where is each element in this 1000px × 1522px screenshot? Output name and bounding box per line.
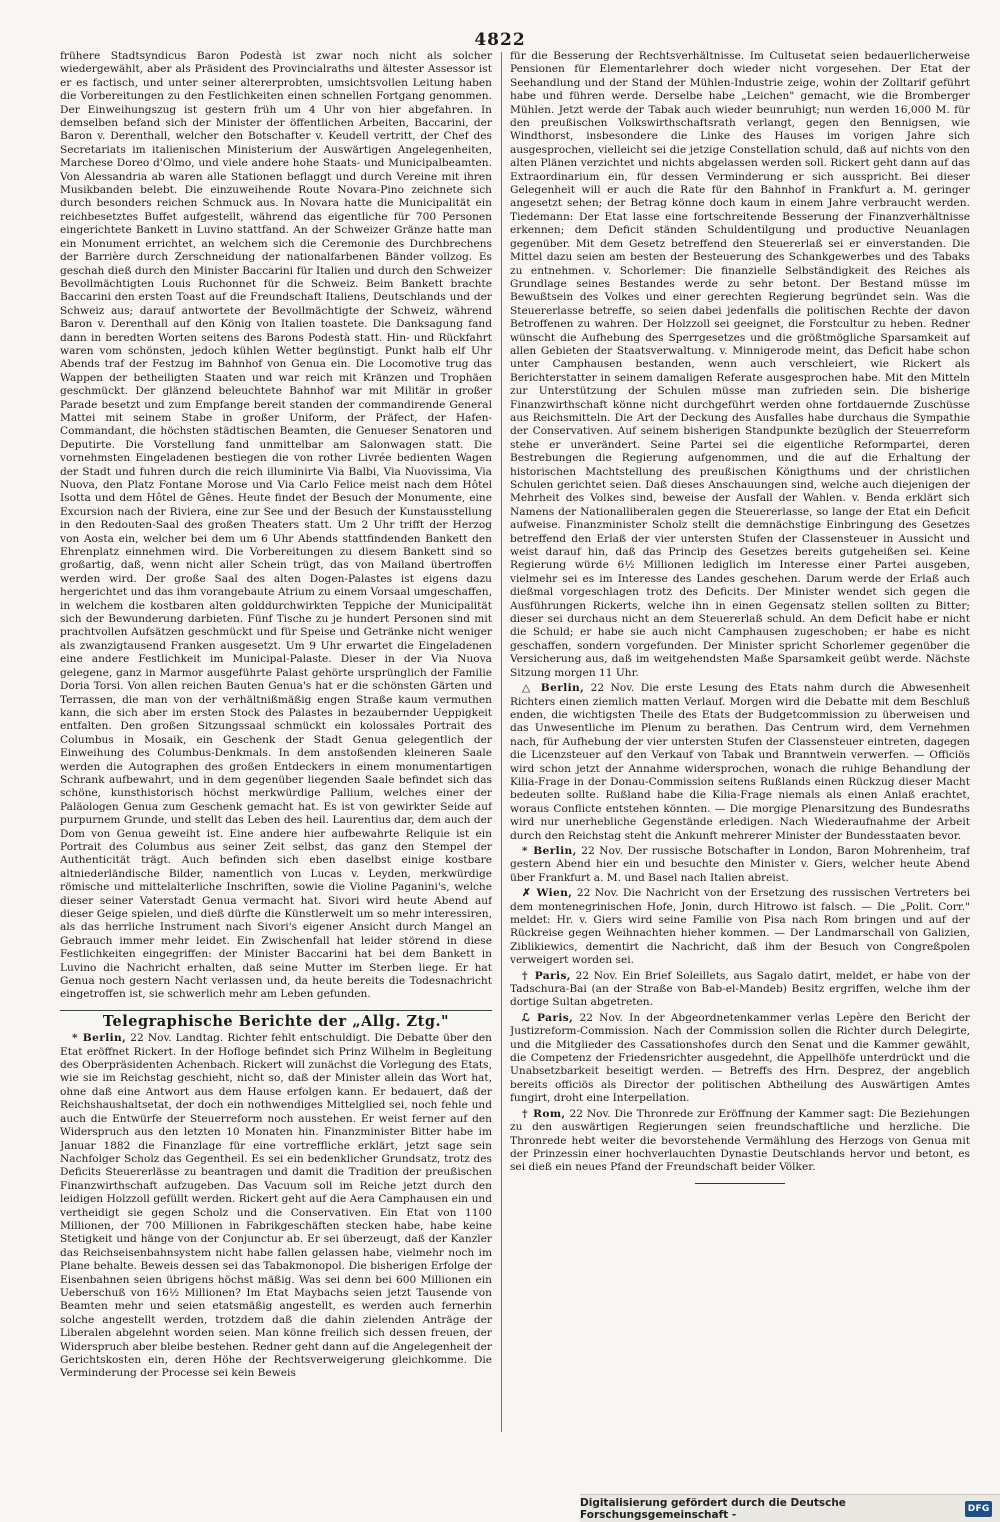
right-column — [510, 50, 970, 1405]
telegram-report — [510, 682, 970, 843]
telegram-dateline: * Berlin, — [522, 844, 577, 857]
article-paragraph: für die Besserung der Rechtsverhältnisse. Im Cultusetat seien bedauerlicherweise Pensionen für Elementarlehrer doch wieder nicht vorgesehen. Der Etat der Seehandlung und der Stand der Mühlen-Industrie zeige, wohin der Zolltarif geführt habe und führen werde. Derselbe habe „Leichen" gemacht, wie die Bromberger Mühlen. Jetzt werde der Tabak auch wieder beunruhigt; nun werden 16,000 M. für den preußischen Volkswirthschaftsrath verlangt, gegen den Bennigsen, wie Windthorst, insbesondere die Linke des Hauses im vorigen Jahre sich ausgesprochen, vielleicht sei die jetzige Constellation schuld, daß auf nichts von den alten Plänen verzichtet und nichts abgelassen werden soll. Rickert geht dann auf das Extraordinarium ein, für dessen Verminderung er sich ausspricht. Bei dieser Gelegenheit will er auch die Rate für den Bahnhof in Frankfurt a. M. geringer angesetzt sehen; der Betrag könne doch kaum in einem Jahre verbraucht werden. Tiedemann: Der Etat lasse eine fortschreitende Besserung der Finanzverhältnisse erkennen; dem Deficit ständen Schuldentilgung und productive Neuanlagen gegenüber. Mit dem Gesetz betreffend den Steuererlaß sei er einverstanden. Die Mittel dazu seien am besten der Besteuerung des Schankgewerbes und des Tabaks zu entnehmen. v. Schorlemer: Die finanzielle Selbständigkeit des Reiches als Grundlage seines Bestandes werde zu sehr betont. Der Bestand müsse im Bewußtsein des Volkes und einer gerechten Regierung begründet sein. Was die Steuererlasse betreffe, so seien dabei jedenfalls die politischen Rechte der davon Betroffenen zu wahren. Der Holzzoll sei geeignet, die Forstcultur zu heben. Redner wünscht die Aufhebung des Sperrgesetzes und die größtmögliche Sparsamkeit auf allen Gebieten der Staatsverwaltung. v. Minnigerode meint, das Deficit habe schon unter Camphausen bestanden, wenn auch verschleiert, wie Rickert als Berichterstatter in seinem damaligen Referate ausgesprochen habe. Mit den Mitteln zur Unterstützung der Schulen müsse man zufrieden sein. Die bisherige Finanzwirthschaft könne nicht durchgeführt werden ohne fortdauernde Zuschüsse aus Reichsmitteln. Die Art der Deckung des Ausfalles habe durchaus die Sympathie der Conservativen. Auf seinem bisherigen Standpunkte bezüglich der Steuerreform stehe er unverändert. Seine Partei sei die eigentliche Reformpartei, deren Bestrebungen die Regierung aufgenommen, und die auf die Erhaltung der historischen Machtstellung des preußischen Königthums und der christlichen Schulen gerichtet seien. Daß dieses Anschauungen sind, welche auch diejenigen der Mehrheit des Volkes sind, beweise der Ausfall der Wahlen. v. Benda erklärt sich Namens der Nationalliberalen gegen die Steuererlasse, so lange der Etat ein Deficit aufweise. Finanzminister Scholz stellt die demnächstige Einbringung des Gesetzes betreffend den Erlaß der vier untersten Stufen der Classensteuer in Aussicht und weist darauf hin, daß das Princip des Gesetzes bereits gutgeheißen sei. Keine Regierung würde 6½ Millionen lediglich im Interesse einer Partei ausgeben, vielmehr sei es im Interesse des Landes geschehen. Darum werde der Erlaß auch dießmal vorgeschlagen trotz des Deficits. Der Minister wendet sich gegen die Ausführungen Rickerts, welche ihn in einen Gegensatz stellen sollten zu Bitter; dieser sei durchaus nicht an dem Steuererlaß schuld. An dem Deficit habe er nicht die Schuld; er habe sie auch nicht Camphausen zugeschoben; er habe es nicht geschaffen, sondern vorgefunden. Der Minister spricht Schorlemer gegenüber die Versicherung aus, daß im weitgehendsten Maße Sparsamkeit geübt werde. Nächste Sitzung morgen 11 Uhr. — [510, 50, 970, 679]
left-column — [60, 50, 492, 1482]
telegram-dateline: * Berlin, — [72, 1032, 127, 1045]
telegram-text: 22 Nov. In der Abgeordnetenkammer verlas Lepère den Bericht der Justizreform-Commission. Nach der Commission sollen die Richter durch Delegirte, und die Mitglieder des Cassationshofes durch den Senat und die Kammer gewählt, die Competenz der Friedensrichter ausgedehnt, die Appellhöfe unterdrückt und die Unabsetzbarkeit beseitigt werden. — Betreffs des Hrn. Desprez, der angeblich bereits officiös als Director der politischen Abtheilung des Auswärtigen Amtes fungirt, droht eine Interpellation. — [510, 1011, 970, 1105]
telegram-text: 22 Nov. Landtag. Richter fehlt entschuldigt. Die Debatte über den Etat eröffnet Rickert. In der Hofloge befindet sich Prinz Wilhelm in Begleitung des Oberpräsidenten Achenbach. Rickert will zunächst die Vorlegung des Etats, wie sie im Reichstag geschieht, nicht so, daß der Minister allein das Wort hat, ohne daß eine Antwort aus dem Hause erfolgen kann. Er bedauert, daß der Reichshaushaltsetat, der doch ein nothwendiges Mittelglied sei, noch fehle und auch die Entwürfe der Steuerreform noch ausstehen. Er weist ferner auf den Widerspruch aus den letzten 10 Monaten hin. Finanzminister Bitter habe im Januar 1882 die Finanzlage für eine vortreffliche erklärt, jetzt sage sein Nachfolger Scholz das Gegentheil. Es sei ein bedenklicher Grundsatz, trotz des Deficits Steuererlässe zu beantragen und damit die Tradition der preußischen Finanzwirthschaft aufzugeben. Das Vacuum soll im Reiche jetzt durch den leidigen Holzzoll gefüllt werden. Rickert geht auf die Aera Camphausen ein und vertheidigt sie gegen Scholz und die Conservativen. Ein Etat von 1100 Millionen, der 700 Millionen in Fabrikgeschäften stecken habe, habe keine Stetigkeit und hänge von der Conjunctur ab. Er sei überzeugt, daß der Kanzler das Reichseisenbahnsystem nicht habe fallen gelassen habe, vielmehr noch im Plane behalte. Beweis dessen sei das Tabakmonopol. Die bisherigen Erfolge der Eisenbahnen seien übrigens höchst mäßig. Was sei denn bei 600 Millionen ein Ueberschuß von 16½ Millionen? Im Etat Maybachs seien jetzt Tausende von Beamten mehr und seien etatsmäßig angestellt, es werden auch fernerhin solche angestellt werden, trotzdem daß die dahin zielenden Anträge der Liberalen abgelehnt worden seien. Man könne freilich sich dessen freuen, der Widerspruch aber bleibe bestehen. Redner geht dann auf die Angelegenheit der Gerichtskosten ein, deren Höhe der Rechtsverweigerung gleichkomme. Die Verminderung der Processe sei kein Beweis — [60, 1032, 492, 1380]
dfg-logo-icon[interactable]: DFG — [965, 1501, 992, 1517]
telegram-text: 22 Nov. Die Thronrede zur Eröffnung der Kammer sagt: Die Beziehungen zu den auswärtigen Regierungen seien freundschaftliche und herzliche. Die Thronrede hebt weiter die bevorstehende Vermählung des Herzogs von Genua mit der Prinzessin einer hochverlauchten Dynastie Deutschlands hervor und betont, es sei dieß ein neues Pfand der Freundschaft beider Völker. — [510, 1107, 970, 1174]
telegram-report — [510, 887, 970, 967]
telegram-report — [510, 845, 970, 885]
telegram-report — [60, 1032, 492, 1381]
telegram-dateline: △ Berlin, — [522, 682, 585, 695]
telegram-report — [510, 1012, 970, 1106]
telegram-dateline: ✗ Wien, — [522, 887, 573, 900]
telegram-text: 22 Nov. Die Nachricht von der Ersetzung des russischen Vertreters bei dem montenegrinischen Hofe, Jonin, durch Hitrowo ist falsch. — Die „Polit. Corr." meldet: Hr. v. Giers wird seine Familie von Pisa nach Rom bringen und auf der Rückreise gegen Weihnachten hieher kommen. — Der Landmarschall von Galizien, Ziblikiewics, dementirt die Nachricht, daß ihm der Besuch von Congreßpolen verweigert worden sei. — [510, 887, 970, 967]
telegram-text: 22 Nov. Die erste Lesung des Etats nahm durch die Abwesenheit Richters einen ziemlich matten Verlauf. Morgen wird die Debatte mit dem Beschluß enden, die wichtigsten Theile des Etats der Budgetcommission zu überweisen und das Unwesentliche im Plenum zu berathen. Das Centrum wird, dem Vernehmen nach, für Aufhebung der vier untersten Stufen der Classensteuer eintreten, dagegen die Licenzsteuer auf den Verkauf von Tabak und Branntwein verwerfen. — Officiös wird schon jetzt der Annahme widersprochen, wonach die ruhige Behandlung der Kilia-Frage in der Donau-Commission seitens Rußlands einen Rückzug dieser Macht bedeuten sollte. Rußland habe die Kilia-Frage niemals als einen Anlaß erachtet, woraus Conflicte entstehen könnten. — Die morgige Plenarsitzung des Bundesraths wird nur unerhebliche Gegenstände erledigen. Nach Wiederaufnahme der Arbeit durch den Reichstag steht die Ankunft mehrerer Minister der Bundesstaaten bevor. — [510, 682, 970, 842]
telegram-dateline: ℒ Paris, — [522, 1011, 574, 1024]
telegram-report — [510, 1108, 970, 1175]
telegram-text: 22 Nov. Ein Brief Soleillets, aus Sagalo datirt, meldet, er habe von der Tadschura-Bai (an der Straße von Bab-el-Mandeb) Besitz ergriffen, welche ihm der dortige Sultan abgetreten. — [510, 969, 970, 1009]
column-divider — [501, 52, 502, 1432]
footer-bar — [580, 1494, 1000, 1522]
end-rule — [695, 1183, 785, 1184]
footer-credit: Digitalisierung gefördert durch die Deutsche Forschungsgemeinschaft - — [580, 1496, 846, 1521]
article-paragraph: frühere Stadtsyndicus Baron Podestà ist zwar noch nicht als solcher wiedergewählt, aber als Präsident des Provincialraths und ältester Assessor ist er es factisch, und unter seiner altererprobten, umsichtsvollen Leitung haben die Vorbereitungen zu den Festlichkeiten einen schnellen Fortgang genommen. Der Einweihungszug ist gestern früh um 4 Uhr von hier abgefahren. In demselben befand sich der Minister der öffentlichen Arbeiten, Baccarini, der Baron v. Derenthall, welcher den Botschafter v. Keudell vertritt, der Chef des Secretariats im italienischen Ministerium der Auswärtigen Angelegenheiten, Marchese Doreo d'Olmo, und viele andere hohe Staats- und Municipalbeamten. Von Alessandria ab waren alle Stationen beflaggt und durch Vereine mit ihren Musikbanden belebt. Die einzuweihende Route Novara-Pino zeichnete sich durch besonders reichen Schmuck aus. In Novara hatte die Municipalität ein reichbesetztes Buffet aufgestellt, während das eigentliche für 700 Personen eingerichtete Bankett in Luvino stattfand. An der Schweizer Gränze hatte man ein Monument errichtet, an welchem sich die Ceremonie des Durchbrechens der Barrière durch Zerschneidung der nationalfarbenen Bänder vollzog. Es geschah dieß durch den Minister Baccarini für Italien und durch den Schweizer Bevollmächtigten Louis Ruchonnet für die Schweiz. Beim Bankett brachte Baccarini den ersten Toast auf die Freundschaft Italiens, Deutschlands und der Schweiz aus; darauf antwortete der Bevollmächtigte der Schweiz, während Baron v. Derenthall auf den König von Italien toastete. Die Danksagung fand dann in beredten Worten seitens des Barons Podestà statt. Hin- und Rückfahrt waren vom schönsten, jedoch kühlen Wetter begünstigt. Punkt halb elf Uhr Abends traf der Festzug im Bahnhof von Genua ein. Die Locomotive trug das Wappen der betheiligten Staaten und war reich mit Kränzen und Trophäen geschmückt. Der glänzend beleuchtete Bahnhof war mit Militär in großer Parade besetzt und zum Empfange bereit standen der commandirende General Mattei mit seinem Stabe in großer Uniform, der Präfect, der Hafen-Commandant, die höchsten städtischen Beamten, die Genueser Senatoren und Deputirte. Die Vorstellung fand unmittelbar am Salonwagen statt. Die vornehmsten Eingeladenen bestiegen die von rother Livrée bedienten Wagen der Stadt und fuhren durch die reich illuminirte Via Balbi, Via Nuovissima, Via Nuova, den Platz Fontane Morose und Via Carlo Felice meist nach dem Hôtel Isotta und dem Hôtel de Gênes. Heute findet der Besuch der Monumente, eine Excursion nach der Riviera, eine zur See und der Besuch der Kunstausstellung in den Redouten-Saal des großen Theaters statt. Um 2 Uhr trifft der Herzog von Aosta ein, welcher bei dem um 6 Uhr Abends stattfindenden Bankett den Ehrenplatz einnehmen wird. Die Vorbereitungen zu diesem Bankett sind so großartig, daß, wenn nicht aller Schein trügt, das von Mailand übertroffen werden wird. Der große Saal des alten Dogen-Palastes ist eigens dazu hergerichtet und das ihm vorangebaute Atrium zu einem Vorsaal umgeschaffen, in welchem die kostbaren alten golddurchwirkten Teppiche der Municipalität sich der Bewunderung darbieten. Fünf Tische zu je hundert Personen sind mit prachtvollen Aufsätzen geschmückt und für Speise und Getränke nicht weniger als zwanzigtausend Franken ausgesetzt. Um 9 Uhr erwartet die Eingeladenen eine andere Festlichkeit im Municipal-Palaste. Dieser in der Via Nuova gelegene, ganz in Marmor ausgeführte Palast gehörte ursprünglich der Familie Doria Torsi. Von allen reichen Bauten Genua's hat er die schönsten Gärten und Terrassen, die man von der verhältnißmäßig engen Straße kaum vermuthen kann, die sich aber im ersten Stock des Palastes in bezaubernder Ueppigkeit entfalten. Den großen Sitzungssaal schmückt ein kolossales Portrait des Columbus in Mosaik, ein Geschenk der Stadt Genua gelegentlich der Einweihung des Columbus-Denkmals. In dem anstoßenden kleineren Saale werden die Autographen des großen Entdeckers in einem monumentartigen Schrank aufbewahrt, und in dem gegenüber liegenden Saale befindet sich das schöne, kunsthistorisch höchst merkwürdige Pallium, welches einer der Paläologen Genua zum Geschenk gemacht hat. Es ist von gewirkter Seide auf purpurnem Grunde, und stellt das Leben des heil. Laurentius dar, dem auch der Dom von Genua geweiht ist. Eine andere hier aufbewahrte Reliquie ist ein Portrait des Columbus aus seiner Zeit selbst, das ganz den Stempel der Authenticität trägt. Auch befinden sich eben daselbst einige kostbare altniederländische Bilder, namentlich von Lucas v. Leyden, merkwürdige römische und mittelalterliche Inschriften, sowie die Violine Paganini's, welche dieser seiner Vaterstadt Genua vermacht hat. Sivori wird heute Abend auf dieser Geige spielen, und dieß dürfte die Künstlerwelt um so mehr interessiren, als das herrliche Instrument nach Sivori's eigener Ansicht durch Mangel an Gebrauch immer mehr leidet. Ein Zwischenfall hat leider störend in diese Festlichkeiten eingegriffen: der Minister Baccarini hat bei dem Bankett in Luvino die Nachricht erhalten, daß seine Mutter im Sterben liege. Er hat Genua noch gestern Nacht verlassen und, da heute bereits die Todesnachricht eingetroffen ist, sie schwerlich mehr am Leben gefunden. — [60, 50, 492, 1001]
telegram-dateline: † Rom, — [522, 1107, 566, 1120]
telegram-text: 22 Nov. Der russische Botschafter in London, Baron Mohrenheim, traf gestern Abend hier ein und besuchte den Minister v. Giers, welcher heute Abend über Frankfurt a. M. und Basel nach Italien abreist. — [510, 844, 970, 884]
telegram-dateline: † Paris, — [522, 969, 571, 982]
telegram-report — [510, 970, 970, 1010]
section-heading: Telegraphische Berichte der „Allg. Ztg." — [60, 1010, 492, 1028]
page-number: 4822 — [474, 30, 526, 50]
